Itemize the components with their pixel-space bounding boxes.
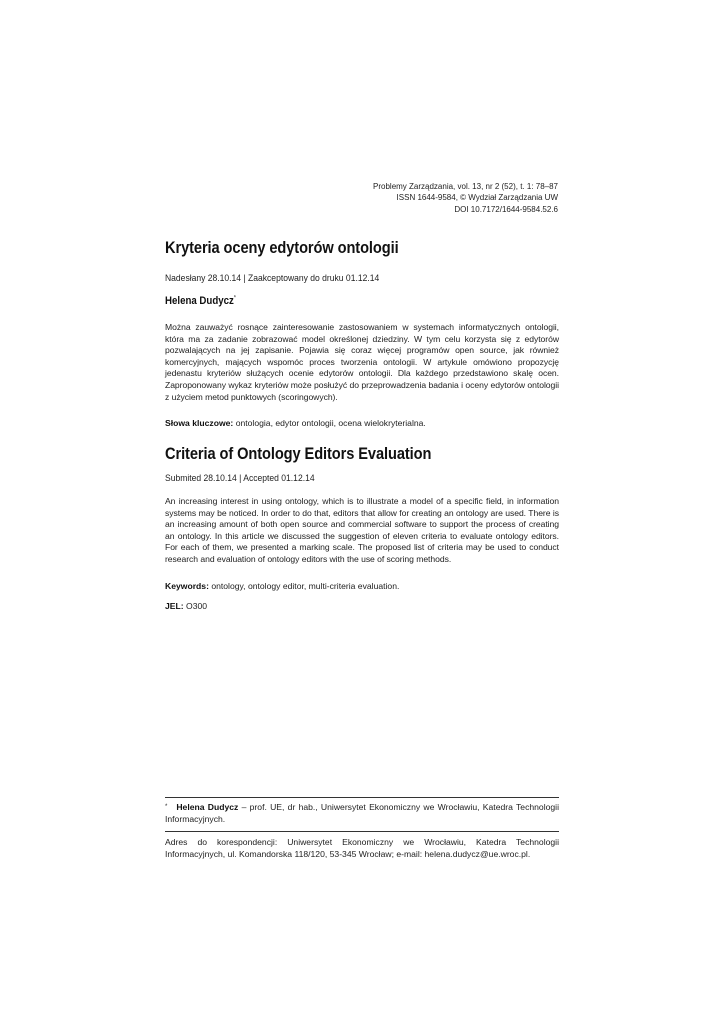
issn-line: ISSN 1644-9584, © Wydział Zarządzania UW bbox=[396, 192, 558, 202]
correspondence: Adres do korespondencji: Uniwersytet Ekonomiczny we Wrocławiu, Katedra Technologii Informacyjnych, ul. Komandorska 118/120, 53-345 Wrocław; e-mail: helena.dudycz@ue.wroc.pl. bbox=[165, 837, 559, 859]
journal-line: Problemy Zarządzania, vol. 13, nr 2 (52), t. 1: 78–87 bbox=[373, 182, 558, 191]
title-en: Criteria of Ontology Editors Evaluation bbox=[165, 444, 432, 463]
footnote-mark: * bbox=[165, 804, 168, 810]
abstract-pl: Można zauważyć rosnące zainteresowanie zastosowaniem w systemach informatycznych ontologii, która ma za zadanie zobrazować model określonej dziedziny. W tym celu korzysta się z edytorów pozwalających na jej zapisanie. Pojawia się coraz więcej programów open source, jak również komercyjnych, mających wspomóc proces tworzenia ontologii. W artykule omówiono propozycję jedenastu kryteriów służących ocenie edytorów ontologii. Dla każdego przedstawiono skalę ocen. Zaproponowany wykaz kryteriów może posłużyć do przeprowadzenia badania i oceny edytorów ontologii z użyciem metod punktowych (scoringowych). bbox=[165, 322, 559, 402]
jel-label: JEL: bbox=[165, 601, 184, 611]
dates-pl: Nadesłany 28.10.14 | Zaakceptowany do druku 01.12.14 bbox=[165, 273, 380, 284]
author-name-text: Helena Dudycz bbox=[165, 295, 234, 307]
jel-code: O300 bbox=[186, 601, 208, 611]
dates-en: Submited 28.10.14 | Accepted 01.12.14 bbox=[165, 473, 315, 484]
keywords-en-text: ontology, ontology editor, multi-criteria evaluation. bbox=[211, 581, 400, 591]
abstract-en: An increasing interest in using ontology, which is to illustrate a model of a specific field, in information systems may be noticed. In order to do that, editors that allow for creating an ontology are used. There is an increasing amount of both open source and commercial software to support the process of creating an ontology. In this article we discussed the suggestion of eleven criteria to evaluate ontology editors. For each of them, we presented a marking scale. The proposed list of criteria may be used to conduct research and evaluation of ontology editors with the use of scoring methods. bbox=[165, 496, 559, 564]
keywords-pl-text: ontologia, edytor ontologii, ocena wielokryterialna. bbox=[235, 418, 426, 428]
footnote bbox=[165, 802, 559, 825]
keywords-en-label: Keywords: bbox=[165, 581, 209, 591]
keywords-en bbox=[165, 581, 559, 593]
jel-en bbox=[165, 601, 559, 613]
title-pl: Kryteria oceny edytorów ontologii bbox=[165, 238, 399, 257]
author-footnote-mark: * bbox=[233, 295, 236, 302]
doi-line: DOI 10.7172/1644-9584.52.6 bbox=[454, 205, 558, 214]
footnote-name: Helena Dudycz bbox=[176, 802, 239, 812]
footnote-text: – prof. UE, dr hab., Uniwersytet Ekonomiczny we Wrocławiu, Katedra Technologii Informacyjnych. bbox=[165, 802, 559, 824]
journal-header bbox=[373, 182, 558, 216]
keywords-pl bbox=[165, 418, 559, 430]
correspondence-rule bbox=[165, 831, 559, 832]
author-name bbox=[165, 295, 512, 307]
keywords-pl-label: Słowa kluczowe: bbox=[165, 418, 234, 428]
footnote-rule bbox=[165, 797, 559, 798]
